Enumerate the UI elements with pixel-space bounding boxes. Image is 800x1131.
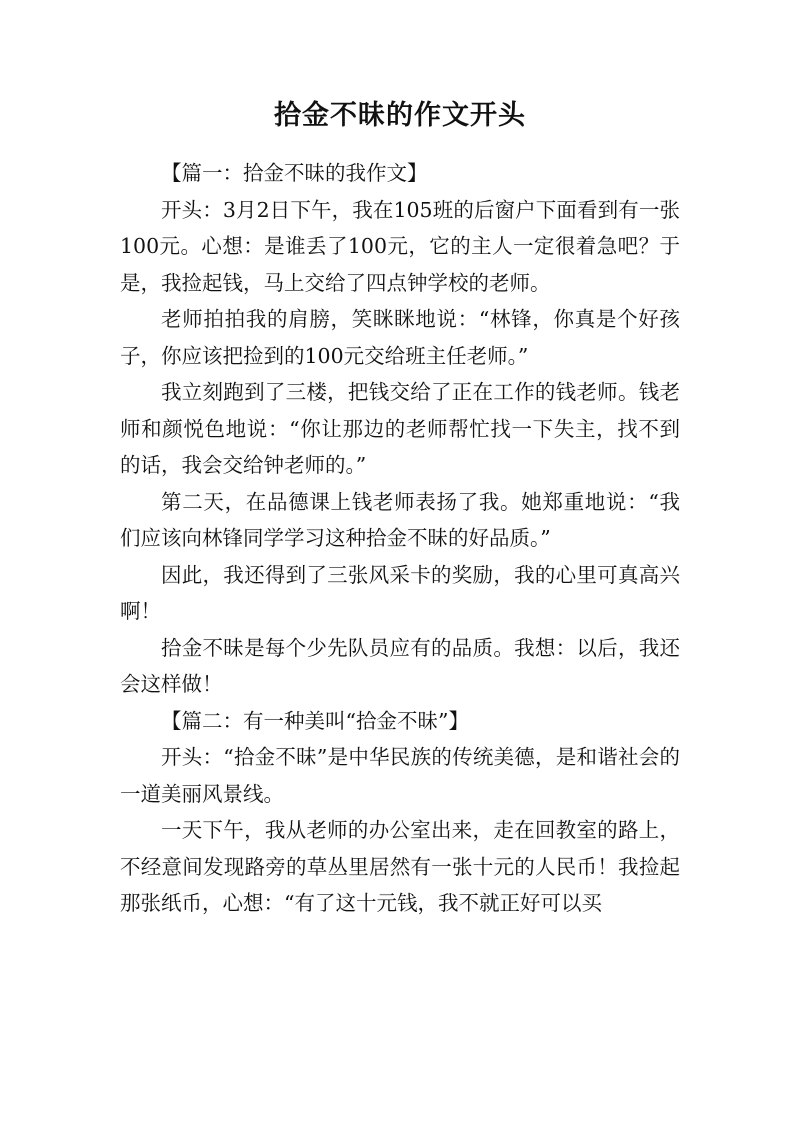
paragraph: 老师拍拍我的肩膀，笑眯眯地说：“林锋，你真是个好孩子，你应该把捡到的100元交给班主任老师。” (120, 307, 680, 368)
paragraph: 开头：“拾金不昧”是中华民族的传统美德，是和谐社会的一道美丽风景线。 (120, 745, 680, 806)
paragraph: 第二天，在品德课上钱老师表扬了我。她郑重地说：“我们应该向林锋同学学习这种拾金不昧的好品质。” (120, 489, 680, 550)
section-heading: 【篇一：拾金不昧的我作文】 (161, 161, 428, 185)
paragraph: 一天下午，我从老师的办公室出来，走在回教室的路上，不经意间发现路旁的草丛里居然有一张十元的人民币！我捡起那张纸币，心想：“有了这十元钱，我不就正好可以买 (120, 818, 680, 915)
paragraph: 我立刻跑到了三楼，把钱交给了正在工作的钱老师。钱老师和颜悦色地说：“你让那边的老师帮忙找一下失主，找不到的话，我会交给钟老师的。” (120, 380, 680, 477)
document-title: 拾金不昧的作文开头 (274, 100, 526, 131)
paragraph: 因此，我还得到了三张风采卡的奖励，我的心里可真高兴啊！ (120, 562, 680, 623)
section-heading: 【篇二：有一种美叫“拾金不昧”】 (161, 708, 469, 733)
document-body (120, 155, 680, 922)
paragraph: 拾金不昧是每个少先队员应有的品质。我想：以后，我还会这样做！ (120, 635, 680, 696)
paragraph: 开头：3月2日下午，我在105班的后窗户下面看到有一张100元。心想：是谁丢了100元，它的主人一定很着急吧？于是，我捡起钱，马上交给了四点钟学校的老师。 (120, 197, 680, 295)
